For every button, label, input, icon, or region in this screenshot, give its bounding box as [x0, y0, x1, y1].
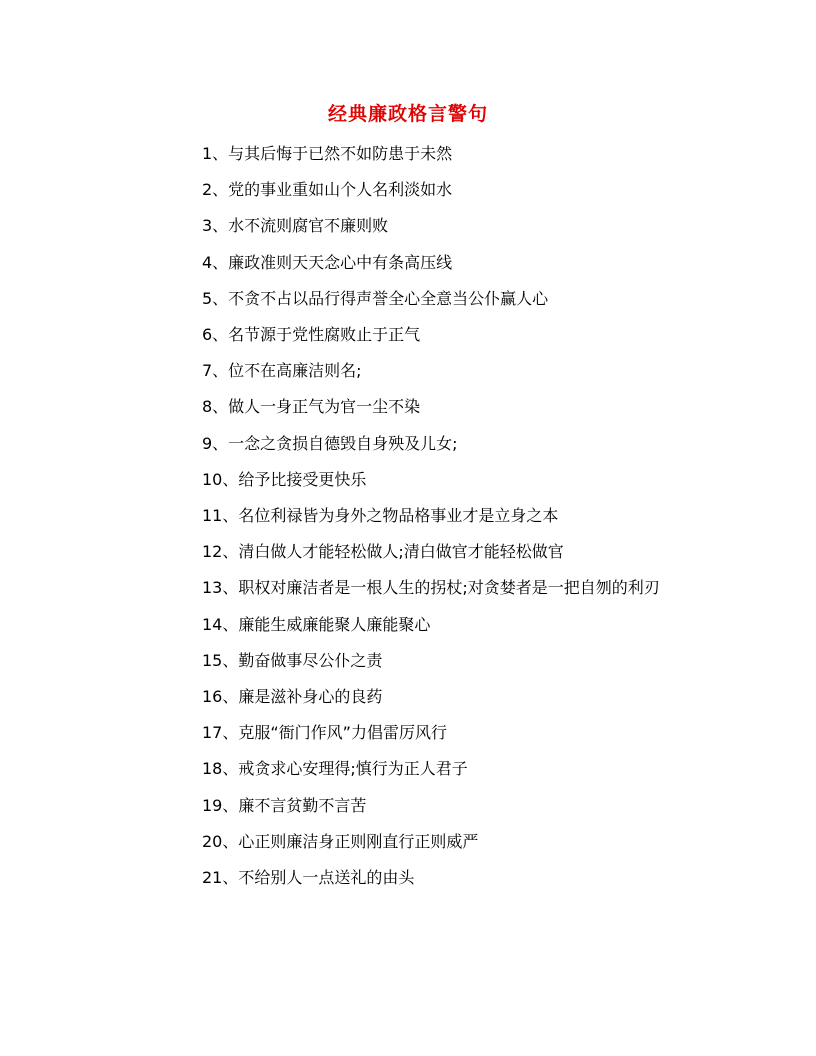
list-item: 10、给予比接受更快乐 [202, 469, 367, 489]
quote-list [0, 136, 816, 896]
list-item: 5、不贪不占以品行得声誉全心全意当公仆赢人心 [202, 288, 549, 308]
list-item: 21、不给别人一点送礼的由头 [202, 868, 415, 888]
list-item: 12、清白做人才能轻松做人;清白做官才能轻松做官 [202, 542, 564, 562]
list-item: 11、名位利禄皆为身外之物品格事业才是立身之本 [202, 506, 559, 526]
list-item: 7、位不在高廉洁则名; [202, 361, 362, 381]
list-item: 6、名节源于党性腐败止于正气 [202, 325, 421, 345]
list-item: 16、廉是滋补身心的良药 [202, 687, 383, 707]
list-item: 13、职权对廉洁者是一根人生的拐杖;对贪婪者是一把自刎的利刃 [202, 578, 660, 598]
list-item: 3、水不流则腐官不廉则败 [202, 216, 389, 236]
list-item: 1、与其后悔于已然不如防患于未然 [202, 144, 453, 163]
list-item: 8、做人一身正气为官一尘不染 [202, 397, 421, 417]
list-item: 19、廉不言贫勤不言苦 [202, 795, 367, 815]
list-item: 15、勤奋做事尽公仆之责 [202, 650, 383, 670]
list-item: 4、廉政准则天天念心中有条高压线 [202, 252, 453, 272]
list-item: 14、廉能生威廉能聚人廉能聚心 [202, 614, 431, 634]
list-item: 9、一念之贪损自德毁自身殃及儿女; [202, 433, 458, 453]
list-item: 18、戒贪求心安理得;慎行为正人君子 [202, 759, 468, 779]
list-item: 2、党的事业重如山个人名利淡如水 [202, 180, 453, 200]
list-item: 20、心正则廉洁身正则刚直行正则威严 [202, 831, 479, 851]
list-item: 17、克服“衙门作风”力倡雷厉风行 [202, 723, 447, 743]
document-title: 经典廉政格言警句 [327, 103, 488, 125]
